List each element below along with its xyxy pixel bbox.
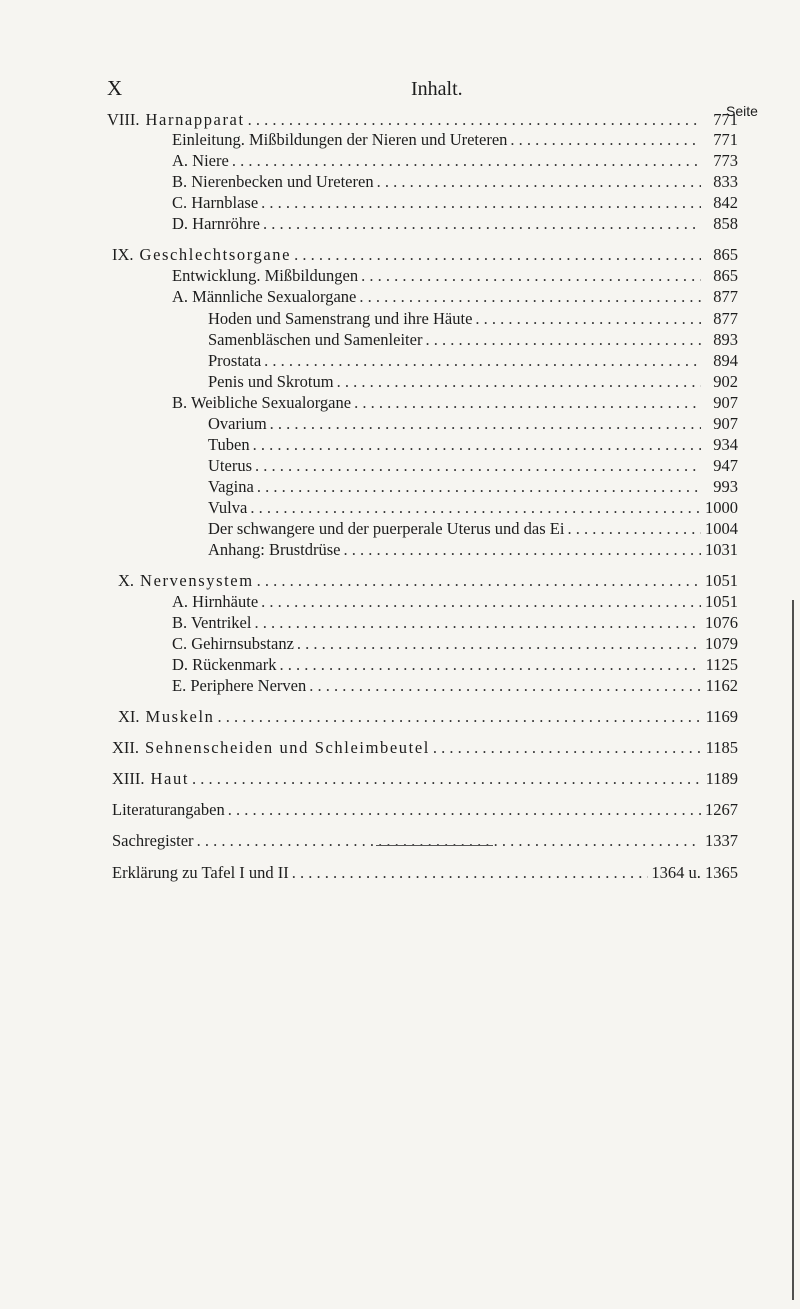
toc-entry-page: 1000 xyxy=(705,498,738,517)
toc-entry-page: 1051 xyxy=(705,592,738,611)
toc-entry-number: XII. xyxy=(112,738,140,757)
toc-entry xyxy=(112,244,738,266)
dot-leader xyxy=(279,654,701,676)
toc-entry-label: Tuben xyxy=(208,435,250,454)
toc-entry-number: IX. xyxy=(112,245,134,264)
toc-entry-page: 894 xyxy=(713,351,738,370)
toc-entry xyxy=(208,308,738,330)
toc-entry xyxy=(172,392,738,414)
toc-entry-page: 877 xyxy=(713,287,738,306)
toc-entry-page: 865 xyxy=(713,245,738,264)
toc-entry-label: Literaturangaben xyxy=(112,800,225,819)
page-edge xyxy=(792,600,794,1300)
toc-entry-page: 1364 u. 1365 xyxy=(651,863,738,882)
dot-leader xyxy=(197,830,701,852)
toc-entry xyxy=(172,654,738,676)
toc-entry xyxy=(172,213,738,235)
toc-entry-page: 993 xyxy=(713,477,738,496)
dot-leader xyxy=(359,286,701,308)
toc-entry-page: 1004 xyxy=(705,519,738,538)
toc-entry-label: Prostata xyxy=(208,351,262,370)
toc-entry-page: 877 xyxy=(713,309,738,328)
toc-entry-number: XIII. xyxy=(112,769,145,788)
toc-entry-page: 773 xyxy=(713,151,738,170)
toc-entry-label: Muskeln xyxy=(145,707,215,726)
toc-entry xyxy=(172,150,738,172)
toc-entry xyxy=(172,633,738,655)
toc-entry xyxy=(208,371,738,393)
dot-leader xyxy=(354,392,701,414)
toc-entry-label: Hoden und Samenstrang und ihre Häute xyxy=(208,309,473,328)
toc-entry-page: 1051 xyxy=(705,571,738,590)
toc-entry-page: 1337 xyxy=(705,831,738,850)
toc-entry xyxy=(112,830,738,852)
toc-entry-page: 833 xyxy=(713,172,738,191)
toc-entry-label: Uterus xyxy=(208,456,252,475)
toc-entry-page: 771 xyxy=(713,110,738,129)
dot-leader xyxy=(309,675,701,697)
toc-entry-page: 771 xyxy=(713,130,738,149)
toc-entry xyxy=(172,265,738,287)
toc-entry-page: 1162 xyxy=(705,676,738,695)
toc-entry-page: 1031 xyxy=(705,540,738,559)
toc-entry-label: Geschlechtsorgane xyxy=(139,245,292,264)
dot-leader xyxy=(433,737,701,759)
dot-leader xyxy=(337,371,701,393)
toc-entry-label: Sehnenscheiden und Schleimbeutel xyxy=(145,738,430,757)
dot-leader xyxy=(261,192,701,214)
toc-entry-number: X. xyxy=(118,571,135,590)
toc-entry-page: 907 xyxy=(713,393,738,412)
toc-entry-label: Vagina xyxy=(208,477,254,496)
toc-entry-label: B. Ventrikel xyxy=(172,613,252,632)
toc-entry-label: A. Männliche Sexualorgane xyxy=(172,287,357,306)
toc-entry-number: XI. xyxy=(118,707,140,726)
toc-entry-label: Haut xyxy=(150,769,190,788)
dot-leader xyxy=(510,129,701,151)
dot-leader xyxy=(261,591,701,613)
toc-entry-page: 1125 xyxy=(705,655,738,674)
toc-entry-page: 1169 xyxy=(705,707,738,726)
toc-entry xyxy=(107,109,738,131)
toc-entry xyxy=(118,706,738,728)
toc-entry-page: 865 xyxy=(713,266,738,285)
toc-entry-label: Sachregister xyxy=(112,831,194,850)
dot-leader xyxy=(232,150,701,172)
toc-entry-number: VIII. xyxy=(107,110,140,129)
toc-entry xyxy=(118,570,738,592)
toc-entry xyxy=(112,799,738,821)
toc-entry-label: Ovarium xyxy=(208,414,267,433)
dot-leader xyxy=(567,518,701,540)
toc-entry xyxy=(172,192,738,214)
toc-entry-label: A. Niere xyxy=(172,151,229,170)
toc-entry-label: Erklärung zu Tafel I und II xyxy=(112,863,289,882)
toc-entry-label: E. Periphere Nerven xyxy=(172,676,307,695)
toc-entry-label: D. Rückenmark xyxy=(172,655,277,674)
divider xyxy=(376,845,493,846)
toc-entry xyxy=(208,455,738,477)
toc-entry xyxy=(208,497,738,519)
page-column-label: Seite xyxy=(726,103,758,119)
toc-entry-page: 1076 xyxy=(705,613,738,632)
toc-entry xyxy=(172,612,738,634)
dot-leader xyxy=(257,570,701,592)
toc-entry xyxy=(172,675,738,697)
toc-entry xyxy=(112,862,738,884)
toc-entry-label: D. Harnröhre xyxy=(172,214,260,233)
toc-entry-page: 1079 xyxy=(705,634,738,653)
toc-entry xyxy=(112,768,738,790)
toc-entry xyxy=(112,737,738,759)
dot-leader xyxy=(377,171,701,193)
toc-entry-label: A. Hirnhäute xyxy=(172,592,259,611)
page-section-numeral: X xyxy=(107,76,123,100)
toc-entry-label: B. Weibliche Sexualorgane xyxy=(172,393,352,412)
dot-leader xyxy=(255,455,701,477)
toc-entry-label: Vulva xyxy=(208,498,248,517)
toc-entry-page: 1267 xyxy=(705,800,738,819)
dot-leader xyxy=(250,497,701,519)
dot-leader xyxy=(475,308,701,330)
dot-leader xyxy=(253,434,701,456)
dot-leader xyxy=(254,612,701,634)
toc-entry-page: 842 xyxy=(713,193,738,212)
dot-leader xyxy=(292,862,649,884)
toc-entry xyxy=(208,539,738,561)
dot-leader xyxy=(425,329,701,351)
dot-leader xyxy=(297,633,701,655)
toc-entry-page: 893 xyxy=(713,330,738,349)
toc-entry-label: C. Gehirnsubstanz xyxy=(172,634,294,653)
toc-entry-label: Samenbläschen und Samenleiter xyxy=(208,330,423,349)
dot-leader xyxy=(264,350,701,372)
toc-entry xyxy=(208,329,738,351)
dot-leader xyxy=(343,539,701,561)
dot-leader xyxy=(294,244,701,266)
toc-entry xyxy=(208,413,738,435)
toc-entry-page: 1185 xyxy=(705,738,738,757)
toc-entry-page: 907 xyxy=(713,414,738,433)
dot-leader xyxy=(218,706,702,728)
toc-entry xyxy=(172,286,738,308)
toc-entry-label: Entwicklung. Mißbildungen xyxy=(172,266,359,285)
toc-entry-page: 902 xyxy=(713,372,738,391)
toc-entry-label: B. Nierenbecken und Ureteren xyxy=(172,172,374,191)
toc-entry xyxy=(172,171,738,193)
dot-leader xyxy=(248,109,701,131)
toc-entry-label: C. Harnblase xyxy=(172,193,259,212)
dot-leader xyxy=(263,213,701,235)
toc-entry xyxy=(208,476,738,498)
toc-entry-label: Anhang: Brustdrüse xyxy=(208,540,341,559)
toc-entry-page: 1189 xyxy=(705,769,738,788)
toc-entry xyxy=(172,129,738,151)
toc-entry-label: Der schwangere und der puerperale Uterus und das Ei xyxy=(208,519,565,538)
toc-entry xyxy=(208,434,738,456)
toc-entry-label: Harnapparat xyxy=(145,110,245,129)
toc-entry-page: 858 xyxy=(713,214,738,233)
toc-entry-label: Nervensystem xyxy=(140,571,254,590)
toc-entry xyxy=(172,591,738,613)
dot-leader xyxy=(192,768,701,790)
toc-entry-page: 934 xyxy=(713,435,738,454)
dot-leader xyxy=(228,799,701,821)
page-title: Inhalt. xyxy=(411,78,463,100)
toc-entry-label: Einleitung. Mißbildungen der Nieren und Ureteren xyxy=(172,130,508,149)
dot-leader xyxy=(361,265,701,287)
toc-entry xyxy=(208,350,738,372)
dot-leader xyxy=(257,476,701,498)
toc-entry xyxy=(208,518,738,540)
dot-leader xyxy=(270,413,701,435)
toc-entry-page: 947 xyxy=(713,456,738,475)
toc-entry-label: Penis und Skrotum xyxy=(208,372,334,391)
